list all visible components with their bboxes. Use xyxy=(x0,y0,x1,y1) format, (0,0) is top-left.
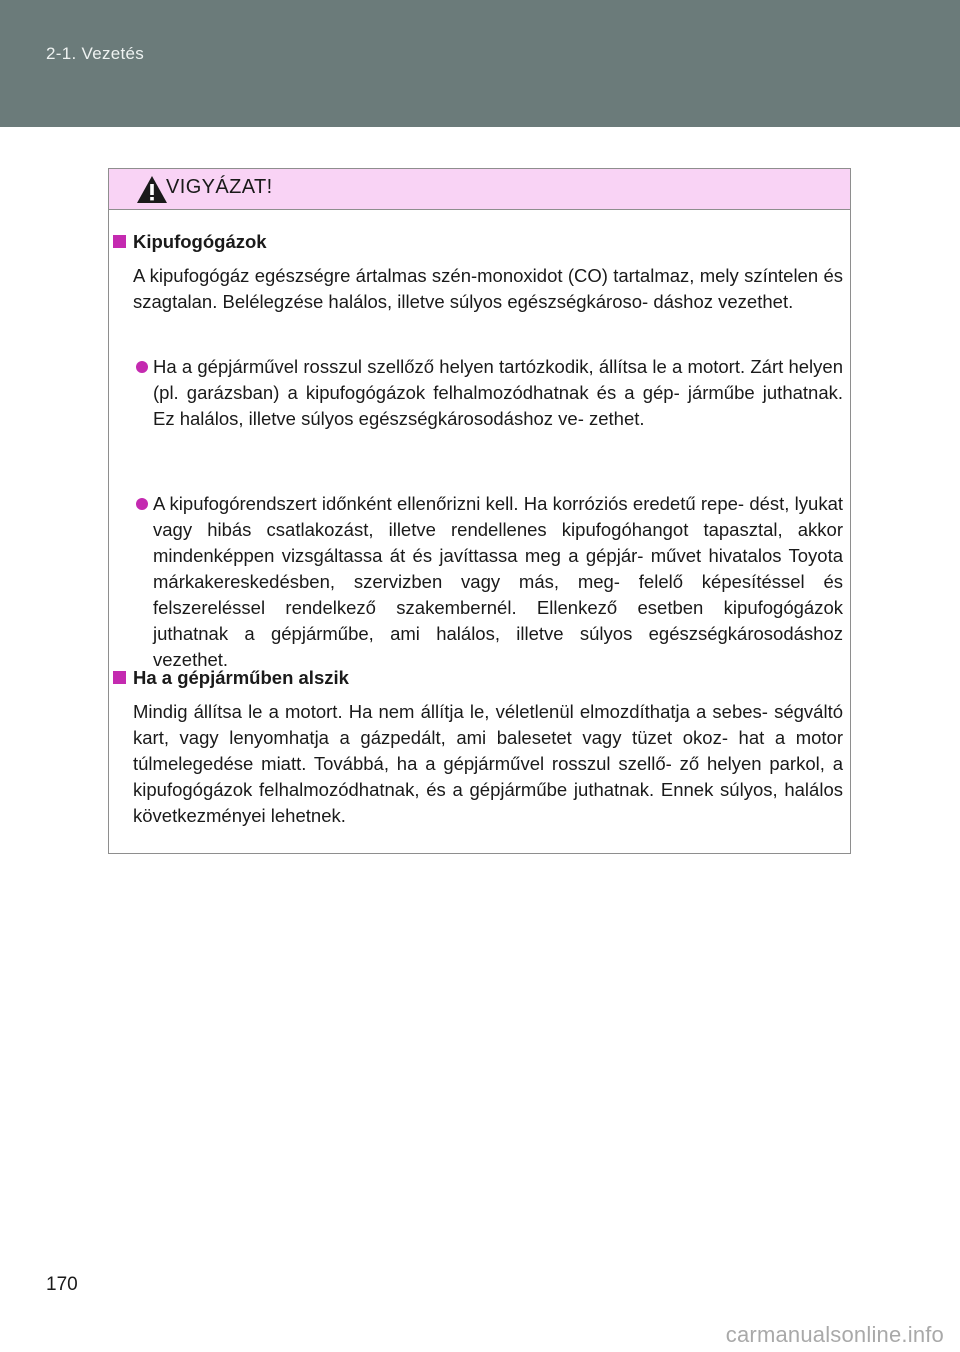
page-number: 170 xyxy=(46,1274,78,1295)
list-item-text: Ha a gépjárművel rosszul szellőző helyen tartózkodik, állítsa le a motort. Zárt helyen (pl. garázsban) a kipufogógázok felhalmozódhatnak és a gép- járműbe juthatnak. Ez halálos, illetve súlyos egészségkárosodáshoz ve- zethet. xyxy=(153,356,843,429)
warning-box xyxy=(108,168,851,854)
warning-header xyxy=(109,169,850,210)
list-item-text: A kipufogórendszert időnként ellenőrizni kell. Ha korróziós eredetű repe- dést, lyukat vagy hibás csatlakozást, illetve rendellenes kipufogóhangot tapasztal, akkor mindenképpen vizsgáltassa át és javíttassa meg a gépjár- művet hivatalos Toyota márkakereskedésben, szervizben vagy más, meg- felelő képesítéssel és felszereléssel rendelkező szakembernél. Ellenkező esetben kipufogógázok juthatnak a gépjárműbe, ami halálos, illetve súlyos egészségkárosodáshoz vezethet. xyxy=(153,493,843,670)
square-bullet-icon xyxy=(113,671,126,684)
warning-triangle-icon xyxy=(135,174,169,206)
section-heading xyxy=(113,229,267,255)
section-heading-text: Kipufogógázok xyxy=(133,231,267,252)
watermark: carmanualsonline.info xyxy=(725,1322,944,1347)
circle-bullet-icon xyxy=(136,361,148,373)
section-heading-text: Ha a gépjárműben alszik xyxy=(133,667,349,688)
section-paragraph: Mindig állítsa le a motort. Ha nem állítja le, véletlenül elmozdíthatja a sebes- ségváltó kart, vagy lenyomhatja a gázpedált, ami balesetet vagy tüzet okoz- hat a motor túlmelegedése miatt. Továbbá, ha a gépjárművel rosszul szellő- ző helyen parkol, a kipufogógázok felhalmozódhatnak, és a gépjárműbe juthatnak. Ennek súlyos, halálos következményei lehetnek. xyxy=(133,701,843,826)
warning-title: VIGYÁZAT! xyxy=(166,176,273,198)
square-bullet-icon xyxy=(113,235,126,248)
circle-bullet-icon xyxy=(136,498,148,510)
section-paragraph: A kipufogógáz egészségre ártalmas szén-monoxidot (CO) tartalmaz, mely színtelen és szagtalan. Belélegzése halálos, illetve súlyos egészségkároso- dáshoz vezethet. xyxy=(133,265,843,312)
section-label: 2-1. Vezetés xyxy=(46,44,145,63)
section-heading xyxy=(113,665,349,691)
